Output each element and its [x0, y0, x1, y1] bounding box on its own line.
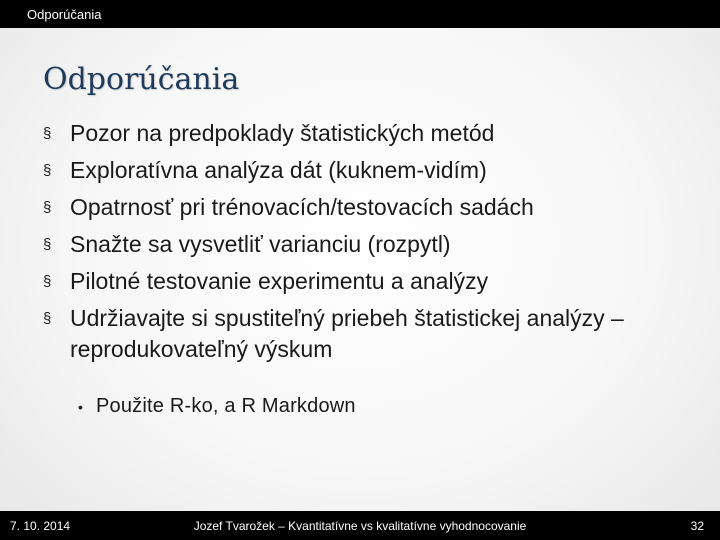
bullet-marker-icon: § [43, 273, 52, 290]
bullet-item [43, 229, 693, 260]
header-text: Odporúčania [27, 7, 102, 22]
bullet-marker-icon: § [43, 162, 52, 179]
footer-date: 7. 10. 2014 [10, 519, 71, 533]
bullet-item [43, 192, 693, 223]
footer-bar [0, 511, 720, 540]
footer-page-number: 32 [690, 519, 704, 533]
sub-bullet-item [78, 393, 356, 420]
bullet-text: Snažte sa vysvetliť varianciu (rozpytl) [70, 231, 451, 257]
bullet-text: Pozor na predpoklady štatistických metód [70, 120, 495, 146]
sub-bullet-marker-icon: • [78, 399, 84, 415]
sub-bullet-text: Použite R-ko, a R Markdown [96, 395, 356, 417]
bullet-text: Opatrnosť pri trénovacích/testovacích sadách [70, 194, 534, 220]
bullet-item [43, 303, 693, 365]
header-bar [0, 0, 720, 28]
bullet-marker-icon: § [43, 199, 52, 216]
bullet-marker-icon: § [43, 125, 52, 142]
bullet-item [43, 155, 693, 186]
bullet-text: Pilotné testovanie experimentu a analýzy [70, 268, 489, 294]
bullet-item [43, 266, 693, 297]
bullet-list [43, 118, 693, 371]
footer-author-title: Jozef Tvarožek – Kvantitatívne vs kvalitatívne vyhodnocovanie [193, 519, 527, 533]
bullet-item [43, 118, 693, 149]
bullet-marker-icon: § [43, 310, 52, 327]
slide-title: Odporúčania [43, 62, 240, 97]
bullet-text: Exploratívna analýza dát (kuknem-vidím) [70, 157, 487, 183]
bullet-text: Udržiavajte si spustiteľný priebeh štatistickej analýzy – reprodukovateľný výskum [70, 305, 624, 362]
bullet-marker-icon: § [43, 236, 52, 253]
